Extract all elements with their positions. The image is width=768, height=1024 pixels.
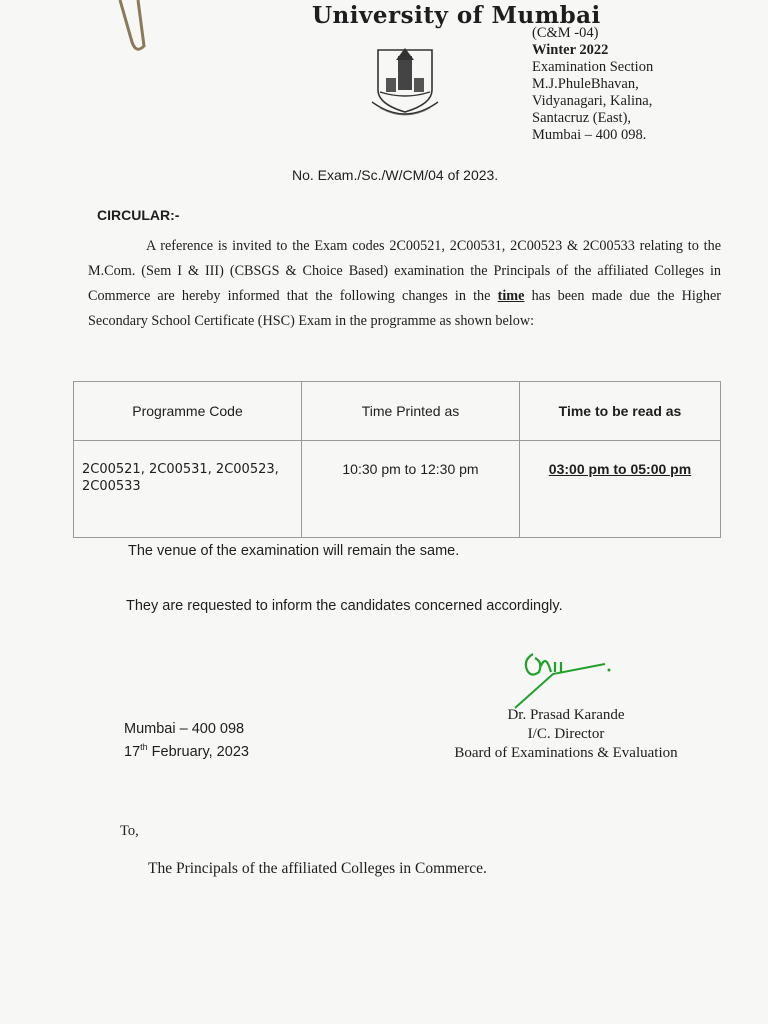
- column-header: Programme Code: [74, 382, 302, 441]
- programme-code-cell: 2C00521, 2C00531, 2C00523, 2C00533: [74, 441, 302, 538]
- time-printed-cell: 10:30 pm to 12:30 pm: [302, 441, 520, 538]
- venue-line: The venue of the examination will remain the same.: [128, 543, 460, 559]
- date-day: 17: [124, 743, 141, 760]
- place-date-block: [124, 720, 249, 761]
- address-line: Vidyanagari, Kalina,: [532, 93, 653, 109]
- circular-heading: CIRCULAR:-: [97, 207, 180, 223]
- university-title: University of Mumbai: [312, 2, 601, 29]
- signature-icon: [505, 650, 615, 710]
- address-line: (C&M -04): [532, 25, 599, 41]
- request-line: They are requested to inform the candidates concerned accordingly.: [126, 598, 563, 614]
- table-header-row: [74, 382, 721, 441]
- address-line: M.J.PhuleBhavan,: [532, 76, 639, 92]
- date: [124, 738, 249, 761]
- column-header: Time to be read as: [520, 382, 721, 441]
- recipient-label: To,: [120, 823, 139, 839]
- address-block: [532, 25, 653, 144]
- signatory-board: Board of Examinations & Evaluation: [454, 745, 678, 761]
- address-line: Santacruz (East),: [532, 110, 632, 126]
- address-line: Mumbai – 400 098.: [532, 127, 647, 143]
- circular-paragraph: [88, 234, 721, 334]
- time-change-table: [73, 381, 721, 538]
- signatory-designation: I/C. Director: [527, 726, 605, 742]
- date-suffix: th: [140, 742, 148, 752]
- column-header: Time Printed as: [302, 382, 520, 441]
- recipient-text: The Principals of the affiliated Colleges in Commerce.: [148, 860, 487, 877]
- paper-clip-icon: [100, 0, 160, 60]
- signatory-name: Dr. Prasad Karande: [507, 707, 625, 723]
- signatory-block: [416, 706, 716, 763]
- date-rest: February, 2023: [147, 743, 249, 760]
- reference-number: No. Exam./Sc./W/CM/04 of 2023.: [292, 167, 499, 183]
- place: Mumbai – 400 098: [124, 721, 245, 737]
- university-seal-icon: [370, 42, 440, 120]
- time-read-as-cell: 03:00 pm to 05:00 pm: [520, 441, 721, 538]
- paragraph-emphasis: time: [497, 288, 525, 304]
- paragraph-text-before: A reference is invited to the Exam codes 2C00521, 2C00531, 2C00523 & 2C00533 relating to the M.Com. (Sem I & III) (CBSGS & Choice Based) examination the Principals of the affiliated Colleges in Commerce are hereby informed that the following changes in the: [88, 238, 721, 304]
- address-line: Winter 2022: [532, 42, 609, 58]
- address-line: Examination Section: [532, 59, 654, 75]
- paragraph-text-after: has been made due the Higher Secondary School Certificate (HSC) Exam in the programme as shown below:: [88, 288, 721, 329]
- table-row: [74, 441, 721, 538]
